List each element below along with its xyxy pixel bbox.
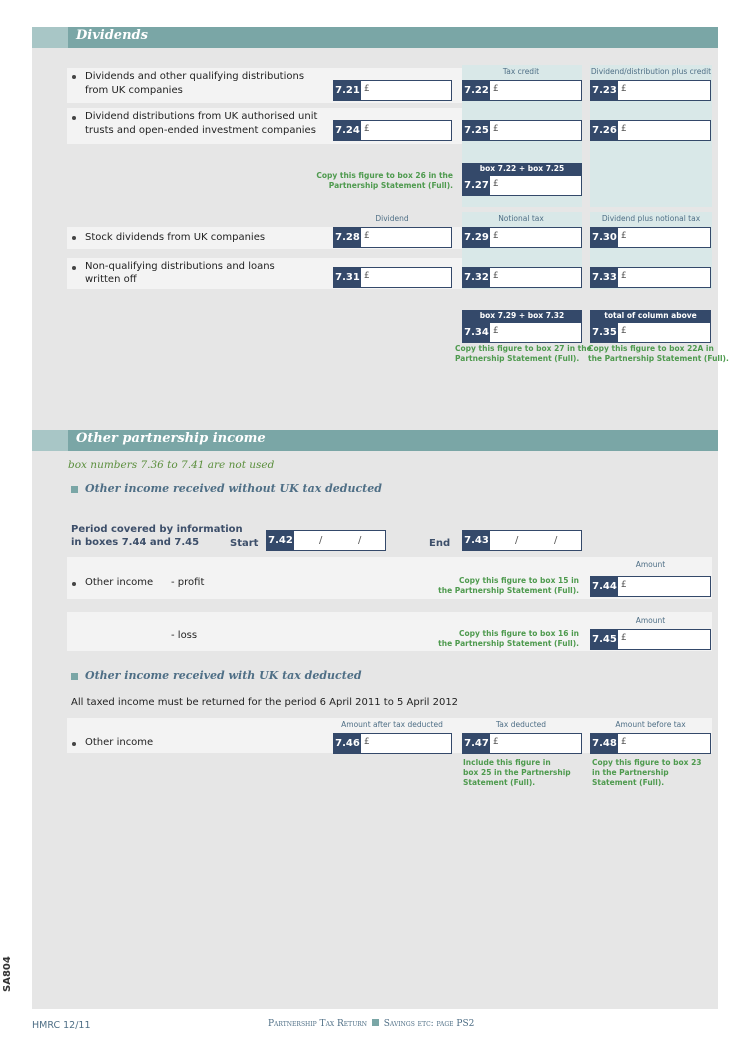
currency-symbol: £: [364, 124, 370, 134]
currency-symbol: £: [621, 84, 627, 94]
box-7-21[interactable]: [333, 80, 452, 101]
box-7-29[interactable]: [462, 227, 582, 248]
footer-return-name: Partnership Tax Return: [268, 1019, 368, 1029]
currency-symbol: £: [493, 124, 499, 134]
col-head-tax-deducted: Tax deducted: [495, 720, 547, 729]
currency-symbol: £: [621, 124, 627, 134]
currency-symbol: £: [621, 580, 627, 590]
box-7-34[interactable]: [462, 322, 582, 343]
box-number: 7.48: [591, 734, 618, 753]
note-7-34-line1: Copy this figure to box 27 in the: [455, 344, 592, 353]
box-number: 7.47: [463, 734, 490, 753]
footer-separator-square: [372, 1019, 379, 1026]
bullet: [72, 75, 76, 79]
currency-symbol: £: [621, 271, 627, 281]
label-unit-trusts-1: Dividend distributions from UK authorised unit: [85, 111, 318, 122]
currency-symbol: £: [493, 271, 499, 281]
box-7-33[interactable]: [590, 267, 711, 288]
label-non-qualifying-1: Non-qualifying distributions and loans: [85, 261, 275, 272]
sum-header-7-27: box 7.22 + box 7.25: [462, 163, 582, 175]
note-7-35-line1: Copy this figure to box 22A in: [588, 344, 714, 353]
box-number: 7.23: [591, 81, 618, 100]
bullet: [72, 236, 76, 240]
label-qualifying-2: from UK companies: [85, 85, 183, 96]
note-7-47-line1: Include this figure in: [463, 758, 551, 767]
box-number: 7.34: [463, 323, 490, 342]
currency-symbol: £: [621, 633, 627, 643]
box-7-44[interactable]: [590, 576, 711, 597]
period-label-1: Period covered by information: [71, 524, 243, 535]
box-7-32[interactable]: [462, 267, 582, 288]
label-qualifying-1: Dividends and other qualifying distributions: [85, 71, 305, 82]
note-7-44-line2: the Partnership Statement (Full).: [438, 586, 579, 595]
note-7-44-line1: Copy this figure to box 15 in: [458, 576, 579, 585]
other-income-label: Other income: [85, 577, 154, 588]
currency-symbol: £: [621, 737, 627, 747]
bullet: [72, 116, 76, 120]
box-number: 7.44: [591, 577, 618, 596]
box-7-45[interactable]: [590, 629, 711, 650]
box-number: 7.27: [463, 176, 490, 195]
box-7-26[interactable]: [590, 120, 711, 141]
bullet: [72, 582, 76, 586]
note-7-27-line2: Partnership Statement (Full).: [328, 181, 453, 190]
box-7-46[interactable]: [333, 733, 452, 754]
note-7-47-line2: box 25 in the Partnership: [463, 768, 571, 777]
sum-header-7-34: box 7.29 + box 7.32: [462, 310, 582, 322]
currency-symbol: £: [364, 231, 370, 241]
box-7-48[interactable]: [590, 733, 711, 754]
bullet: [72, 266, 76, 270]
note-7-48-line3: Statement (Full).: [592, 778, 665, 787]
note-7-27-line1: Copy this figure to box 26 in the: [316, 171, 453, 180]
currency-symbol: £: [621, 326, 627, 336]
label-stock-dividends: Stock dividends from UK companies: [85, 232, 266, 243]
box-number: 7.24: [334, 121, 361, 140]
sum-header-7-35: total of column above: [590, 310, 711, 322]
end-label: End: [429, 538, 451, 549]
loss-label: - loss: [171, 630, 198, 641]
start-label: Start: [230, 538, 259, 549]
other-income-title: Other partnership income: [76, 431, 266, 446]
box-7-22[interactable]: [462, 80, 582, 101]
taxed-other-income-label: Other income: [85, 737, 154, 748]
with-tax-heading: Other income received with UK tax deducted: [85, 669, 362, 682]
box-number: 7.25: [463, 121, 490, 140]
dividends-title: Dividends: [76, 28, 148, 43]
box-number: 7.42: [267, 531, 294, 550]
box-7-27[interactable]: [462, 175, 582, 196]
box-number: 7.33: [591, 268, 618, 287]
footer-page-info: [268, 1019, 474, 1029]
dividends-header-band: [32, 27, 718, 48]
note-7-47-line3: Statement (Full).: [463, 778, 536, 787]
box-7-25[interactable]: [462, 120, 582, 141]
currency-symbol: £: [493, 84, 499, 94]
currency-symbol: £: [493, 326, 499, 336]
col-head-after-tax: Amount after tax deducted: [341, 720, 443, 729]
period-label-2: in boxes 7.44 and 7.45: [71, 537, 200, 548]
col-head-notional-tax: Notional tax: [498, 214, 544, 223]
box-number: 7.30: [591, 228, 618, 247]
amount-heading-loss: Amount: [635, 616, 666, 625]
note-7-48-line1: Copy this figure to box 23: [592, 758, 702, 767]
label-non-qualifying-2: written off: [85, 274, 137, 285]
box-number: 7.32: [463, 268, 490, 287]
col-head-dividend: Dividend: [375, 214, 409, 223]
other-income-header-band: [32, 430, 718, 451]
form-code-vertical: SA804: [2, 956, 13, 992]
note-7-45-line2: the Partnership Statement (Full).: [438, 639, 579, 648]
box-7-31[interactable]: [333, 267, 452, 288]
profit-label: - profit: [171, 577, 205, 588]
box-7-30[interactable]: [590, 227, 711, 248]
square-marker: [71, 673, 78, 680]
note-7-48-line2: in the Partnership: [592, 768, 669, 777]
footer-version: HMRC 12/11: [32, 1020, 91, 1031]
currency-symbol: £: [364, 84, 370, 94]
label-unit-trusts-2: trusts and open-ended investment companies: [85, 125, 316, 136]
box-7-23[interactable]: [590, 80, 711, 101]
currency-symbol: £: [493, 231, 499, 241]
box-number: 7.35: [591, 323, 618, 342]
box-7-35[interactable]: [590, 322, 711, 343]
box-number: 7.43: [463, 531, 490, 550]
currency-symbol: £: [493, 179, 499, 189]
col-head-tax-credit: Tax credit: [502, 67, 540, 76]
footer-page-name: Savings etc: page PS2: [383, 1019, 475, 1029]
note-7-34-line2: Partnership Statement (Full).: [455, 354, 580, 363]
box-7-47[interactable]: [462, 733, 582, 754]
box-number: 7.29: [463, 228, 490, 247]
date-box-7-42[interactable]: 7.42 / /: [266, 530, 386, 551]
note-7-45-line1: Copy this figure to box 16 in: [458, 629, 579, 638]
box-number: 7.46: [334, 734, 361, 753]
bullet: [72, 742, 76, 746]
box-7-24[interactable]: [333, 120, 452, 141]
unused-boxes-note: box numbers 7.36 to 7.41 are not used: [68, 459, 275, 471]
note-7-35-line2: the Partnership Statement (Full).: [588, 354, 729, 363]
box-number: 7.28: [334, 228, 361, 247]
currency-symbol: £: [364, 271, 370, 281]
currency-symbol: £: [493, 737, 499, 747]
box-number: 7.26: [591, 121, 618, 140]
col-head-before-tax: Amount before tax: [615, 720, 686, 729]
box-number: 7.22: [463, 81, 490, 100]
taxed-period-note: All taxed income must be returned for the period 6 April 2011 to 5 April 2012: [71, 697, 459, 708]
currency-symbol: £: [364, 737, 370, 747]
col-head-plus-credit: Dividend/distribution plus credit: [590, 67, 712, 76]
amount-heading-profit: Amount: [635, 560, 666, 569]
box-7-28[interactable]: [333, 227, 452, 248]
box-number: 7.45: [591, 630, 618, 649]
date-box-7-43[interactable]: 7.43 / /: [462, 530, 582, 551]
currency-symbol: £: [621, 231, 627, 241]
box-number: 7.21: [334, 81, 361, 100]
square-marker: [71, 486, 78, 493]
box-number: 7.31: [334, 268, 361, 287]
col-head-plus-notional: Dividend plus notional tax: [601, 214, 701, 223]
without-tax-heading: Other income received without UK tax deducted: [85, 482, 382, 495]
